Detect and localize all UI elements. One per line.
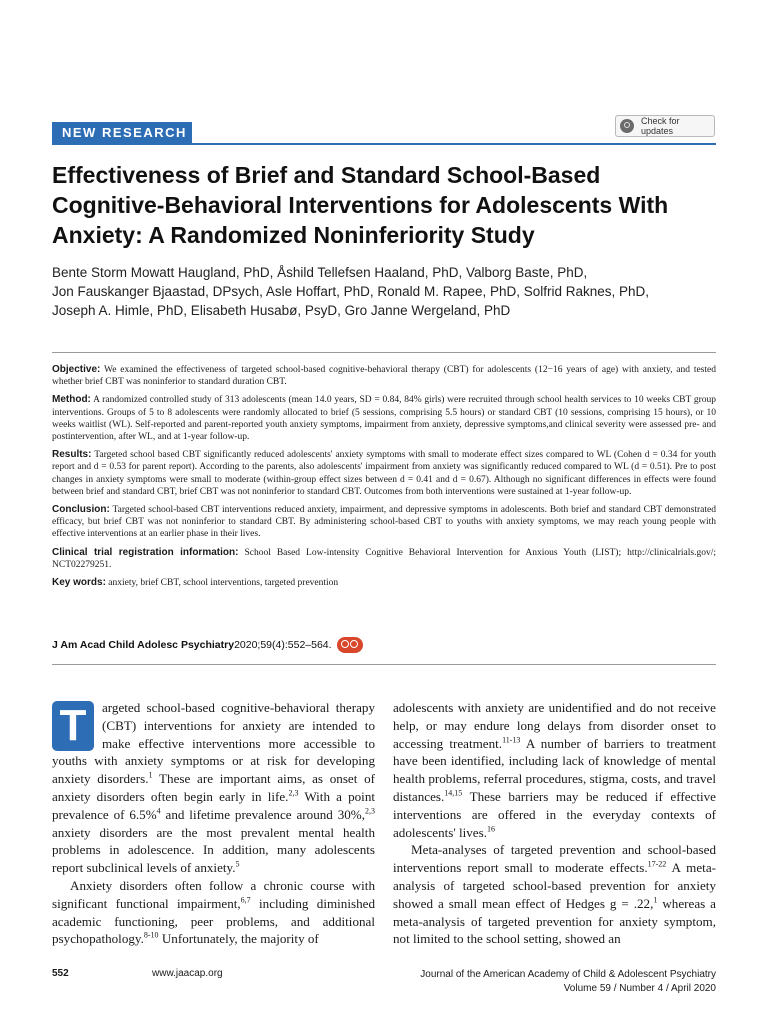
keywords-label: Key words: (52, 577, 106, 589)
abstract-registration (52, 547, 716, 571)
reference-marker[interactable]: 1 (653, 895, 658, 905)
abstract-method (52, 394, 716, 443)
abstract-top-rule (52, 352, 716, 353)
reference-marker[interactable]: 1 (148, 770, 153, 780)
reference-marker[interactable]: 17-22 (647, 859, 667, 869)
registration-text: School Based Low-intensity Cognitive Behavioral Intervention for Anxious Youth (LIST); http://clinicalrials.gov/; NCT02279251. (52, 547, 716, 570)
journal-name: Journal of the American Academy of Child & Adolescent Psychiatry (420, 969, 716, 980)
results-label: Results: (52, 449, 92, 461)
body-column-left (52, 699, 375, 948)
section-badge: NEW RESEARCH (52, 122, 192, 144)
abstract-results (52, 449, 716, 498)
abstract-objective (52, 364, 716, 388)
abstract (52, 364, 716, 595)
body-text: Anxiety disorders often follow a chronic course with significant functional impairment, (52, 877, 375, 911)
reference-marker[interactable]: 6,7 (240, 895, 251, 905)
journal-url[interactable]: www.jaacap.org (152, 968, 223, 979)
journal-volume: Volume 59 / Number 4 / April 2020 (563, 983, 716, 994)
page-number: 552 (52, 968, 69, 979)
reference-marker[interactable]: 8-10 (143, 931, 159, 940)
article-title: Effectiveness of Brief and Standard School-Based Cognitive-Behavioral Interventions for Adolescents With Anxiety: A Randomized Noninferiority Study (52, 162, 669, 248)
body-text: whereas a meta-analysis of targeted prevention for anxiety symptom, not limited to the school setting, showed an (393, 895, 716, 947)
reference-marker[interactable]: 2,3 (365, 806, 375, 816)
check-for-updates-button[interactable] (615, 115, 715, 137)
reference-marker[interactable]: 2,3 (288, 788, 299, 798)
reference-marker[interactable]: 16 (487, 824, 495, 834)
reference-marker[interactable]: 14,15 (444, 788, 463, 798)
body-paragraph (52, 877, 375, 948)
open-access-icon[interactable] (337, 637, 363, 653)
citation-line (52, 637, 363, 653)
body-text: adolescents with anxiety are unidentified and do not receive help, or may endure long delays from disorder onset to accessing treatment. (393, 700, 716, 751)
reference-marker[interactable]: 5 (235, 859, 240, 869)
header-rule (52, 143, 716, 145)
crossmark-icon (620, 119, 634, 133)
body-text: Meta-analyses of targeted prevention and school-based interventions report small to moderate effects. (393, 842, 716, 876)
citation-details: 2020;59(4):552–564. (234, 639, 332, 651)
registration-label: Clinical trial registration information: (52, 546, 239, 558)
body-text: including diminished academic functioning, peer problems, and additional psychopathology. (52, 895, 375, 947)
authors-line: Joseph A. Himle, PhD, Elisabeth Husabø, PsyD, Gro Janne Wergeland, PhD (52, 303, 511, 318)
citation-journal: J Am Acad Child Adolesc Psychiatry (52, 639, 235, 651)
author-list (52, 263, 722, 320)
conclusion-text: Targeted school-based CBT interventions reduced anxiety, impairment, and depressive symptoms in adolescents. Both brief and standard CBT demonstrated efficacy, but brief CBT was not noninferior to standard CBT. By administering school-based CBT to youths with anxiety symptoms, we may reach young people with effective interventions at an earlier phase in their lives. (52, 505, 716, 540)
body-text: These are important aims, as onset of anxiety disorders often begin early in life. (52, 771, 375, 804)
body-paragraph (393, 699, 716, 841)
check-for-updates-label: Check for updates (641, 116, 680, 136)
body-text: With a point prevalence of 6.5% (52, 788, 375, 822)
method-label: Method: (52, 394, 91, 406)
body-paragraph (52, 699, 375, 877)
conclusion-label: Conclusion: (52, 504, 110, 516)
abstract-conclusion (52, 504, 716, 541)
body-paragraph (393, 841, 716, 948)
method-text: A randomized controlled study of 313 adolescents (mean 14.0 years, SD = 0.84, 84% girls) were recruited through school health services to 10 weeks CBT group interventions. Groups of 5 to 8 adolescents were randomly allocated to brief (5 sessions, comprising 5.5 hours) or standard CBT (10 sessions, comprising 15 hours), or 10 weeks waitlist (WL). Self-reported and parent-reported youth anxiety symptoms, impairment from anxiety, depressive symptoms,and clinical severity were assessed pre- and postintervention, after WL, and at 1-year follow-up. (52, 395, 716, 443)
body-text: Unfortunately, the majority of (158, 931, 319, 947)
authors-line: Jon Fauskanger Bjaastad, DPsych, Asle Hoffart, PhD, Ronald M. Rapee, PhD, Solfrid Raknes, PhD, (52, 284, 650, 299)
keywords-text: anxiety, brief CBT, school interventions, targeted prevention (108, 578, 339, 589)
body-column-right (393, 699, 716, 948)
reference-marker[interactable]: 4 (156, 806, 161, 816)
results-text: Targeted school based CBT significantly reduced adolescents' anxiety symptoms with small to moderate effect sizes compared to WL (Cohen d = 0.34 for youth report and d = 0.53 for parent report). According to the parents, also adolescents' impairment from anxiety was significantly reduced compared to WL (d = 0.51). Pre to post changes in anxiety symptoms were small to moderate (within-group effect sizes between d = 0.41 and d = 0.67). Although no significant differences in effects were found between brief and standard CBT, brief CBT was not noninferior to standard CBT. Outcomes from both interventions were sustained at 1-year follow-up. (52, 450, 716, 497)
body-text: argeted school-based cognitive-behavioral therapy (CBT) interventions for anxiety are intended to make effective interventions more accessible to youths with anxiety symptoms or at risk for developing anxiety disorders. (52, 700, 375, 787)
objective-text: We examined the effectiveness of targeted school-based cognitive-behavioral therapy (CBT) for adolescents (12−16 years of age) with anxiety, and tested whether brief CBT was noninferior to standard duration CBT. (52, 365, 716, 388)
abstract-bottom-rule (52, 664, 716, 665)
reference-marker[interactable]: 11-13 (502, 735, 521, 745)
journal-footer (420, 968, 716, 996)
drop-cap: T (52, 701, 94, 751)
body-text: A number of barriers to treatment have been identified, including lack of knowledge of mental health problems, referral procedures, stigma, costs, and travel distances. (393, 735, 716, 804)
body-text: These barriers may be reduced if effective interventions are offered in the everyday contexts of adolescents' lives. (393, 788, 716, 840)
abstract-keywords (52, 577, 716, 589)
objective-label: Objective: (52, 364, 101, 375)
body-text: A meta-analysis of targeted school-based prevention for anxiety showed a small mean effect of Hedges g = .22, (393, 860, 716, 911)
body-text: anxiety disorders are the most prevalent mental health problems in adolescence. In addition, many adolescents report subclinical levels of anxiety. (52, 824, 375, 876)
authors-line: Bente Storm Mowatt Haugland, PhD, Åshild Tellefsen Haaland, PhD, Valborg Baste, PhD, (52, 265, 588, 280)
body-text: and lifetime prevalence around 30%, (160, 806, 365, 822)
